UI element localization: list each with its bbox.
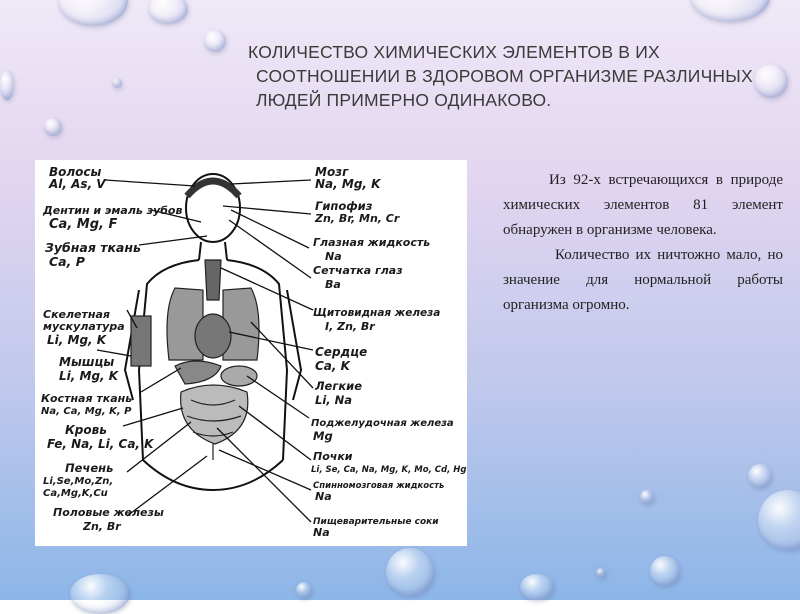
label-liver-elements: Ca,Mg,K,Cu (43, 488, 108, 499)
left-labels (41, 165, 182, 533)
water-drop-decoration (748, 464, 772, 488)
water-drop-decoration (520, 574, 554, 600)
title-line: ЛЮДЕЙ ПРИМЕРНО ОДИНАКОВО. (256, 90, 552, 110)
body-text (503, 168, 783, 318)
label-blood-elements: Fe, Na, Li, Ca, K (47, 437, 154, 451)
label-digestive-juices: Пищеварительные соки (313, 517, 439, 527)
water-drop-decoration (58, 0, 128, 26)
label-dentin-elements: Ca, Mg, F (49, 217, 118, 232)
label-muscles: Мышцы (59, 355, 115, 369)
label-kidneys-elements: Li, Se, Ca, Na, Mg, K, Mo, Cd, Hg (311, 465, 467, 475)
label-retina-elements: Ba (325, 278, 341, 291)
label-spinal-fluid-elements: Na (315, 490, 332, 503)
label-skeletal-muscle: Скелетная (43, 308, 110, 321)
label-eye-fluid: Глазная жидкость (313, 236, 431, 249)
human-body-diagram (35, 160, 467, 546)
water-drop-decoration (296, 582, 312, 598)
organs (131, 260, 259, 460)
label-skeletal-muscle-elements: Li, Mg, K (47, 333, 107, 347)
label-muscles-elements: Li, Mg, K (59, 369, 119, 383)
water-drop-decoration (650, 556, 680, 586)
water-drop-decoration (204, 30, 226, 52)
label-lungs-elements: Li, Na (315, 393, 353, 407)
label-tooth-tissue: Зубная ткань (45, 240, 141, 255)
water-drop-decoration (0, 70, 14, 100)
label-gonads-elements: Zn, Br (83, 520, 121, 533)
label-thyroid: Щитовидная железа (313, 307, 441, 319)
label-pancreas: Поджелудочная железа (311, 418, 454, 429)
water-drop-decoration (596, 568, 606, 578)
label-kidneys: Почки (313, 450, 353, 463)
label-retina: Сетчатка глаз (313, 264, 403, 277)
label-brain-elements: Na, Mg, K (315, 177, 381, 191)
label-digestive-juices-elements: Na (313, 526, 330, 539)
label-lungs: Легкие (315, 379, 363, 393)
label-bone-tissue-elements: Na, Ca, Mg, K, P (41, 406, 132, 417)
water-drop-decoration (148, 0, 188, 24)
paragraph-elements-count: Из 92-х встречающихся в природе химических элементов 81 элемент обнаружен в организме человека. (503, 172, 783, 238)
water-drop-decoration (70, 574, 130, 614)
label-hair-elements: Al, As, V (49, 177, 106, 191)
water-drop-decoration (640, 490, 654, 504)
label-pancreas-elements: Mg (313, 429, 333, 443)
label-skeletal-muscle: мускулатура (43, 320, 125, 333)
label-liver-elements: Li,Se,Mo,Zn, (43, 476, 114, 487)
water-drop-decoration (690, 0, 770, 22)
label-hair: Волосы (49, 165, 102, 179)
water-drop-decoration (758, 490, 800, 550)
label-pituitary-elements: Zn, Br, Mn, Cr (315, 212, 400, 225)
body-illustration (35, 160, 467, 546)
label-gonads: Половые железы (53, 506, 164, 519)
label-dentin: Дентин и эмаль зубов (43, 204, 183, 217)
label-heart-elements: Ca, K (315, 359, 350, 373)
label-eye-fluid-elements: Na (325, 250, 342, 263)
label-blood: Кровь (65, 423, 107, 437)
label-brain: Мозг (315, 165, 349, 179)
water-drop-decoration (386, 548, 434, 596)
paragraph-importance: Количество их ничтожно мало, но значение для нормальной работы организма огромно. (503, 247, 783, 313)
label-heart: Сердце (315, 345, 368, 359)
title-line: СООТНОШЕНИИ В ЗДОРОВОМ ОРГАНИЗМЕ РАЗЛИЧНЫХ (256, 66, 753, 86)
title-line: КОЛИЧЕСТВО ХИМИЧЕСКИХ ЭЛЕМЕНТОВ В ИХ (248, 42, 660, 62)
label-liver: Печень (65, 461, 114, 475)
label-bone-tissue: Костная ткань (41, 392, 133, 405)
water-drop-decoration (44, 118, 62, 136)
label-pituitary: Гипофиз (315, 199, 373, 213)
label-thyroid-elements: I, Zn, Br (325, 320, 375, 333)
water-drop-decoration (112, 78, 122, 88)
label-tooth-tissue-elements: Ca, P (49, 254, 85, 269)
label-spinal-fluid: Спинномозговая жидкость (313, 481, 445, 491)
right-labels (311, 165, 467, 539)
slide-title (248, 40, 788, 112)
